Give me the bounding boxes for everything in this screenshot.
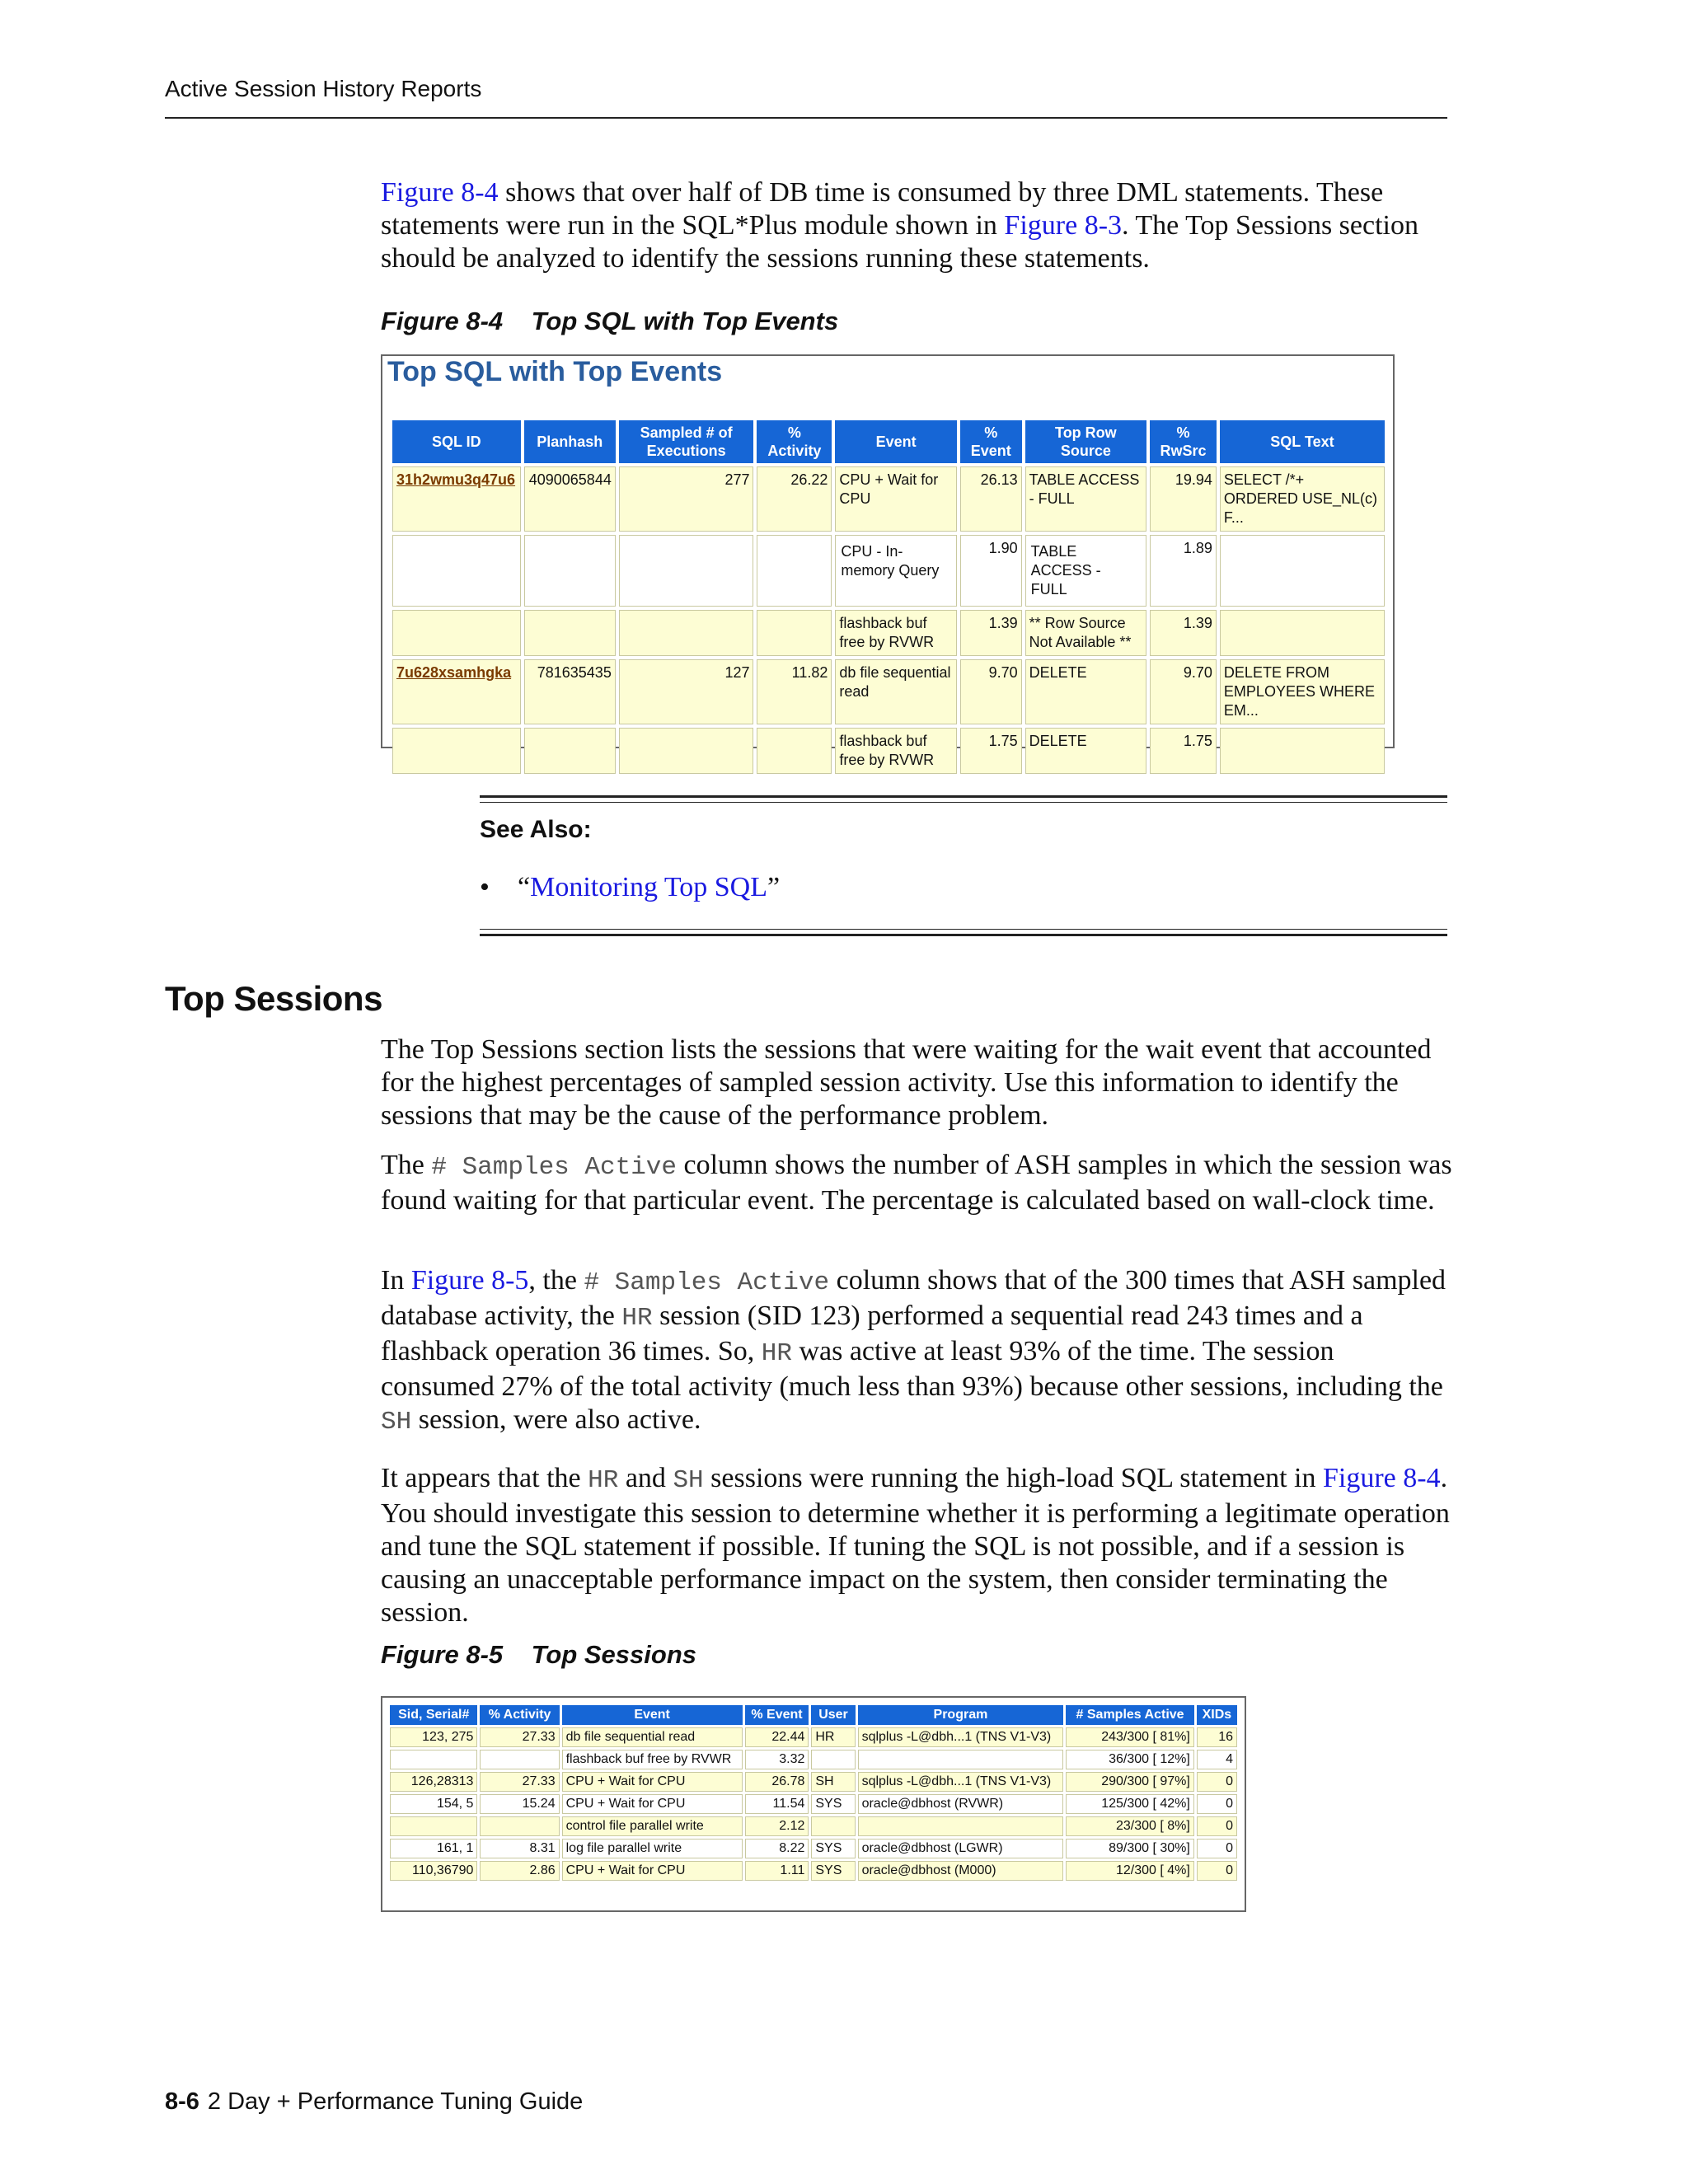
paragraph-2: The # Samples Active column shows the number of ASH samples in which the session was found waiting for that particular event. The percentage is calculated based on wall-clock time. [381,1150,1452,1216]
table-cell: 22.44 [745,1727,809,1747]
table-cell: 26.78 [745,1772,809,1792]
figure-8-4-caption: Figure 8-4 Top SQL with Top Events [381,307,839,335]
table-cell [1220,535,1385,607]
table-cell: TABLE ACCESS - FULL [1025,466,1146,532]
table-cell: TABLE ACCESS - FULL [1025,535,1146,607]
table-row [390,1750,1237,1769]
page-footer [165,2088,583,2116]
see-also-item: “Monitoring Top SQL” [518,872,781,902]
table-cell: CPU + Wait for CPU [835,466,956,532]
table-cell [619,610,754,656]
table-cell: SELECT /*+ ORDERED USE_NL(c) F... [1220,466,1385,532]
column-header: SQL ID [392,420,521,463]
paragraph-4: It appears that the HR and SH sessions were running the high-load SQL statement in Figure 8-4. You should investigate this session to determine whether it is performing a legitimate operation and tune the SQL statement if possible. If tuning the SQL is not possible, and if a session is causing an unacceptable performance impact on the system, then consider terminating the session. [381,1463,1450,1628]
table-cell: CPU - In-memory Query [835,535,956,607]
table-cell: 127 [619,659,754,724]
top-sessions-table [387,1703,1240,1883]
table-cell: 11.54 [745,1794,809,1814]
table-cell: 0 [1197,1794,1237,1814]
table-cell: SYS [811,1839,855,1858]
table-cell: 1.75 [960,728,1022,774]
table-cell [757,728,832,774]
table-cell: DELETE FROM EMPLOYEES WHERE EM... [1220,659,1385,724]
paragraph-3: In Figure 8-5, the # Samples Active column shows that of the 300 times that ASH sampled database activity, the HR session (SID 123) performed a sequential read 243 times and a flashback operation 36 times. So, HR was active at least 93% of the time. The session consumed 27% of the total activity (much less than 93%) because other sessions, including the SH session, were also active. [381,1265,1447,1436]
column-header: SQL Text [1220,420,1385,463]
table-cell: 123, 275 [390,1727,477,1747]
table-cell: 19.94 [1150,466,1217,532]
table-cell: flashback buf free by RVWR [835,610,956,656]
table-cell [392,610,521,656]
table-cell [480,1750,559,1769]
table-row [392,659,1385,724]
table-cell [390,1750,477,1769]
figure-8-5-link[interactable]: Figure 8-5 [410,1265,529,1296]
table-cell: 2.12 [745,1816,809,1836]
table-cell: db file sequential read [562,1727,743,1747]
table-cell: 126,28313 [390,1772,477,1792]
table-cell [811,1816,855,1836]
column-header: % Event [960,420,1022,463]
table-cell [757,535,832,607]
table-row [392,610,1385,656]
running-header: Active Session History Reports [165,76,482,101]
table-cell: SYS [811,1861,855,1881]
table-cell [524,610,616,656]
panel-title: Top SQL with Top Events [387,356,723,387]
section-heading: Top Sessions [165,979,382,1018]
table-cell [858,1816,1064,1836]
column-header: Event [562,1705,743,1725]
table-cell: CPU + Wait for CPU [562,1772,743,1792]
table-cell: 4 [1197,1750,1237,1769]
table-cell: HR [811,1727,855,1747]
table-cell: 781635435 [524,659,616,724]
table-cell: CPU + Wait for CPU [562,1861,743,1881]
table-row [392,728,1385,774]
table-cell: 89/300 [ 30%] [1066,1839,1194,1858]
table-cell [619,535,754,607]
table-cell: 161, 1 [390,1839,477,1858]
figure-8-4-link[interactable]: Figure 8-4 [381,177,499,208]
table-cell: db file sequential read [835,659,956,724]
bullet-icon: • [480,872,490,902]
table-cell: 36/300 [ 12%] [1066,1750,1194,1769]
book-title: 2 Day + Performance Tuning Guide [207,2088,584,2115]
paragraph-1: The Top Sessions section lists the sessions that were waiting for the wait event that accounted for the highest percentages of sampled session activity. Use this information to identify the sessions that may be the cause of the performance problem. [381,1034,1432,1131]
code-samples-active: # Samples Active [431,1153,678,1182]
table-cell: 1.75 [1150,728,1217,774]
table-cell: 0 [1197,1772,1237,1792]
table-cell: 16 [1197,1727,1237,1747]
table-cell: 1.89 [1150,535,1217,607]
table-cell [390,1816,477,1836]
table-cell: oracle@dbhost (RVWR) [858,1794,1064,1814]
table-cell: 3.32 [745,1750,809,1769]
table-cell: 9.70 [1150,659,1217,724]
table-cell: 23/300 [ 8%] [1066,1816,1194,1836]
column-header: % Activity [480,1705,559,1725]
table-cell: 0 [1197,1839,1237,1858]
table-cell: 27.33 [480,1772,559,1792]
table-cell: 8.31 [480,1839,559,1858]
table-cell: 1.39 [1150,610,1217,656]
column-header: Program [858,1705,1064,1725]
see-also-title: See Also: [480,816,592,843]
header-rule [165,117,1447,119]
table-cell: 0 [1197,1816,1237,1836]
table-cell: DELETE [1025,659,1146,724]
table-cell: 8.22 [745,1839,809,1858]
table-cell: 9.70 [960,659,1022,724]
column-header: User [811,1705,855,1725]
page-number: 8-6 [165,2088,199,2115]
sql-id-link[interactable]: 7u628xsamhgka [396,664,512,681]
table-cell: 27.33 [480,1727,559,1747]
table-row [390,1839,1237,1858]
table-cell: CPU + Wait for CPU [562,1794,743,1814]
table-cell: control file parallel write [562,1816,743,1836]
figure-8-5-panel [381,1696,1246,1912]
table-cell [757,610,832,656]
top-sql-table [389,417,1388,777]
table-cell [524,535,616,607]
table-row [392,466,1385,532]
table-cell: 11.82 [757,659,832,724]
table-cell [480,1816,559,1836]
column-header: % Event [745,1705,809,1725]
table-cell [1220,610,1385,656]
table-cell [524,728,616,774]
table-cell: SH [811,1772,855,1792]
table-cell: oracle@dbhost (LGWR) [858,1839,1064,1858]
figure-8-4-panel [381,354,1395,768]
column-header: XIDs [1197,1705,1237,1725]
table-cell: sqlplus -L@dbh...1 (TNS V1-V3) [858,1727,1064,1747]
table-cell [392,728,521,774]
sql-id-link[interactable]: 31h2wmu3q47u6 [396,471,516,488]
table-row [390,1794,1237,1814]
figure-8-3-link[interactable]: Figure 8-3 [1004,210,1123,241]
table-cell: sqlplus -L@dbh...1 (TNS V1-V3) [858,1772,1064,1792]
table-cell: oracle@dbhost (M000) [858,1861,1064,1881]
table-cell [811,1750,855,1769]
table-cell: 277 [619,466,754,532]
table-cell: 1.11 [745,1861,809,1881]
see-also-rule-top [480,795,1447,798]
table-row [390,1727,1237,1747]
figure-8-4-link-2[interactable]: Figure 8-4 [1323,1463,1441,1493]
table-cell: 2.86 [480,1861,559,1881]
table-cell: 125/300 [ 42%] [1066,1794,1194,1814]
table-cell: DELETE [1025,728,1146,774]
column-header: % RwSrc [1150,420,1217,463]
table-cell: 290/300 [ 97%] [1066,1772,1194,1792]
column-header: Planhash [524,420,616,463]
table-cell: 243/300 [ 81%] [1066,1727,1194,1747]
table-row [392,535,1385,607]
figure-8-5-caption: Figure 8-5 Top Sessions [381,1640,697,1669]
table-cell: 154, 5 [390,1794,477,1814]
table-cell: 0 [1197,1861,1237,1881]
column-header: % Activity [757,420,832,463]
table-row [390,1861,1237,1881]
table-cell: log file parallel write [562,1839,743,1858]
column-header: Sid, Serial# [390,1705,477,1725]
table-cell: 4090065844 [524,466,616,532]
intro-paragraph: Figure 8-4 shows that over half of DB time is consumed by three DML statements. These statements were run in the SQL*Plus module shown in Figure 8-3. The Top Sessions section should be analyzed to identify the sessions running these statements. [381,177,1418,274]
see-also-rule-bottom [480,934,1447,936]
table-cell: 1.90 [960,535,1022,607]
table-cell: flashback buf free by RVWR [562,1750,743,1769]
column-header: Sampled # of Executions [619,420,754,463]
table-cell [392,535,521,607]
table-cell: 110,36790 [390,1861,477,1881]
table-cell [1220,728,1385,774]
table-cell: flashback buf free by RVWR [835,728,956,774]
column-header: Top Row Source [1025,420,1146,463]
table-cell: 15.24 [480,1794,559,1814]
monitoring-top-sql-link[interactable]: Monitoring Top SQL [530,872,767,902]
table-cell [858,1750,1064,1769]
table-cell: 12/300 [ 4%] [1066,1861,1194,1881]
table-row [390,1772,1237,1792]
table-cell: 1.39 [960,610,1022,656]
table-cell: 26.13 [960,466,1022,532]
column-header: Event [835,420,956,463]
table-cell [619,728,754,774]
column-header: # Samples Active [1066,1705,1194,1725]
table-cell: ** Row Source Not Available ** [1025,610,1146,656]
table-cell: SYS [811,1794,855,1814]
table-row [390,1816,1237,1836]
table-cell: 26.22 [757,466,832,532]
